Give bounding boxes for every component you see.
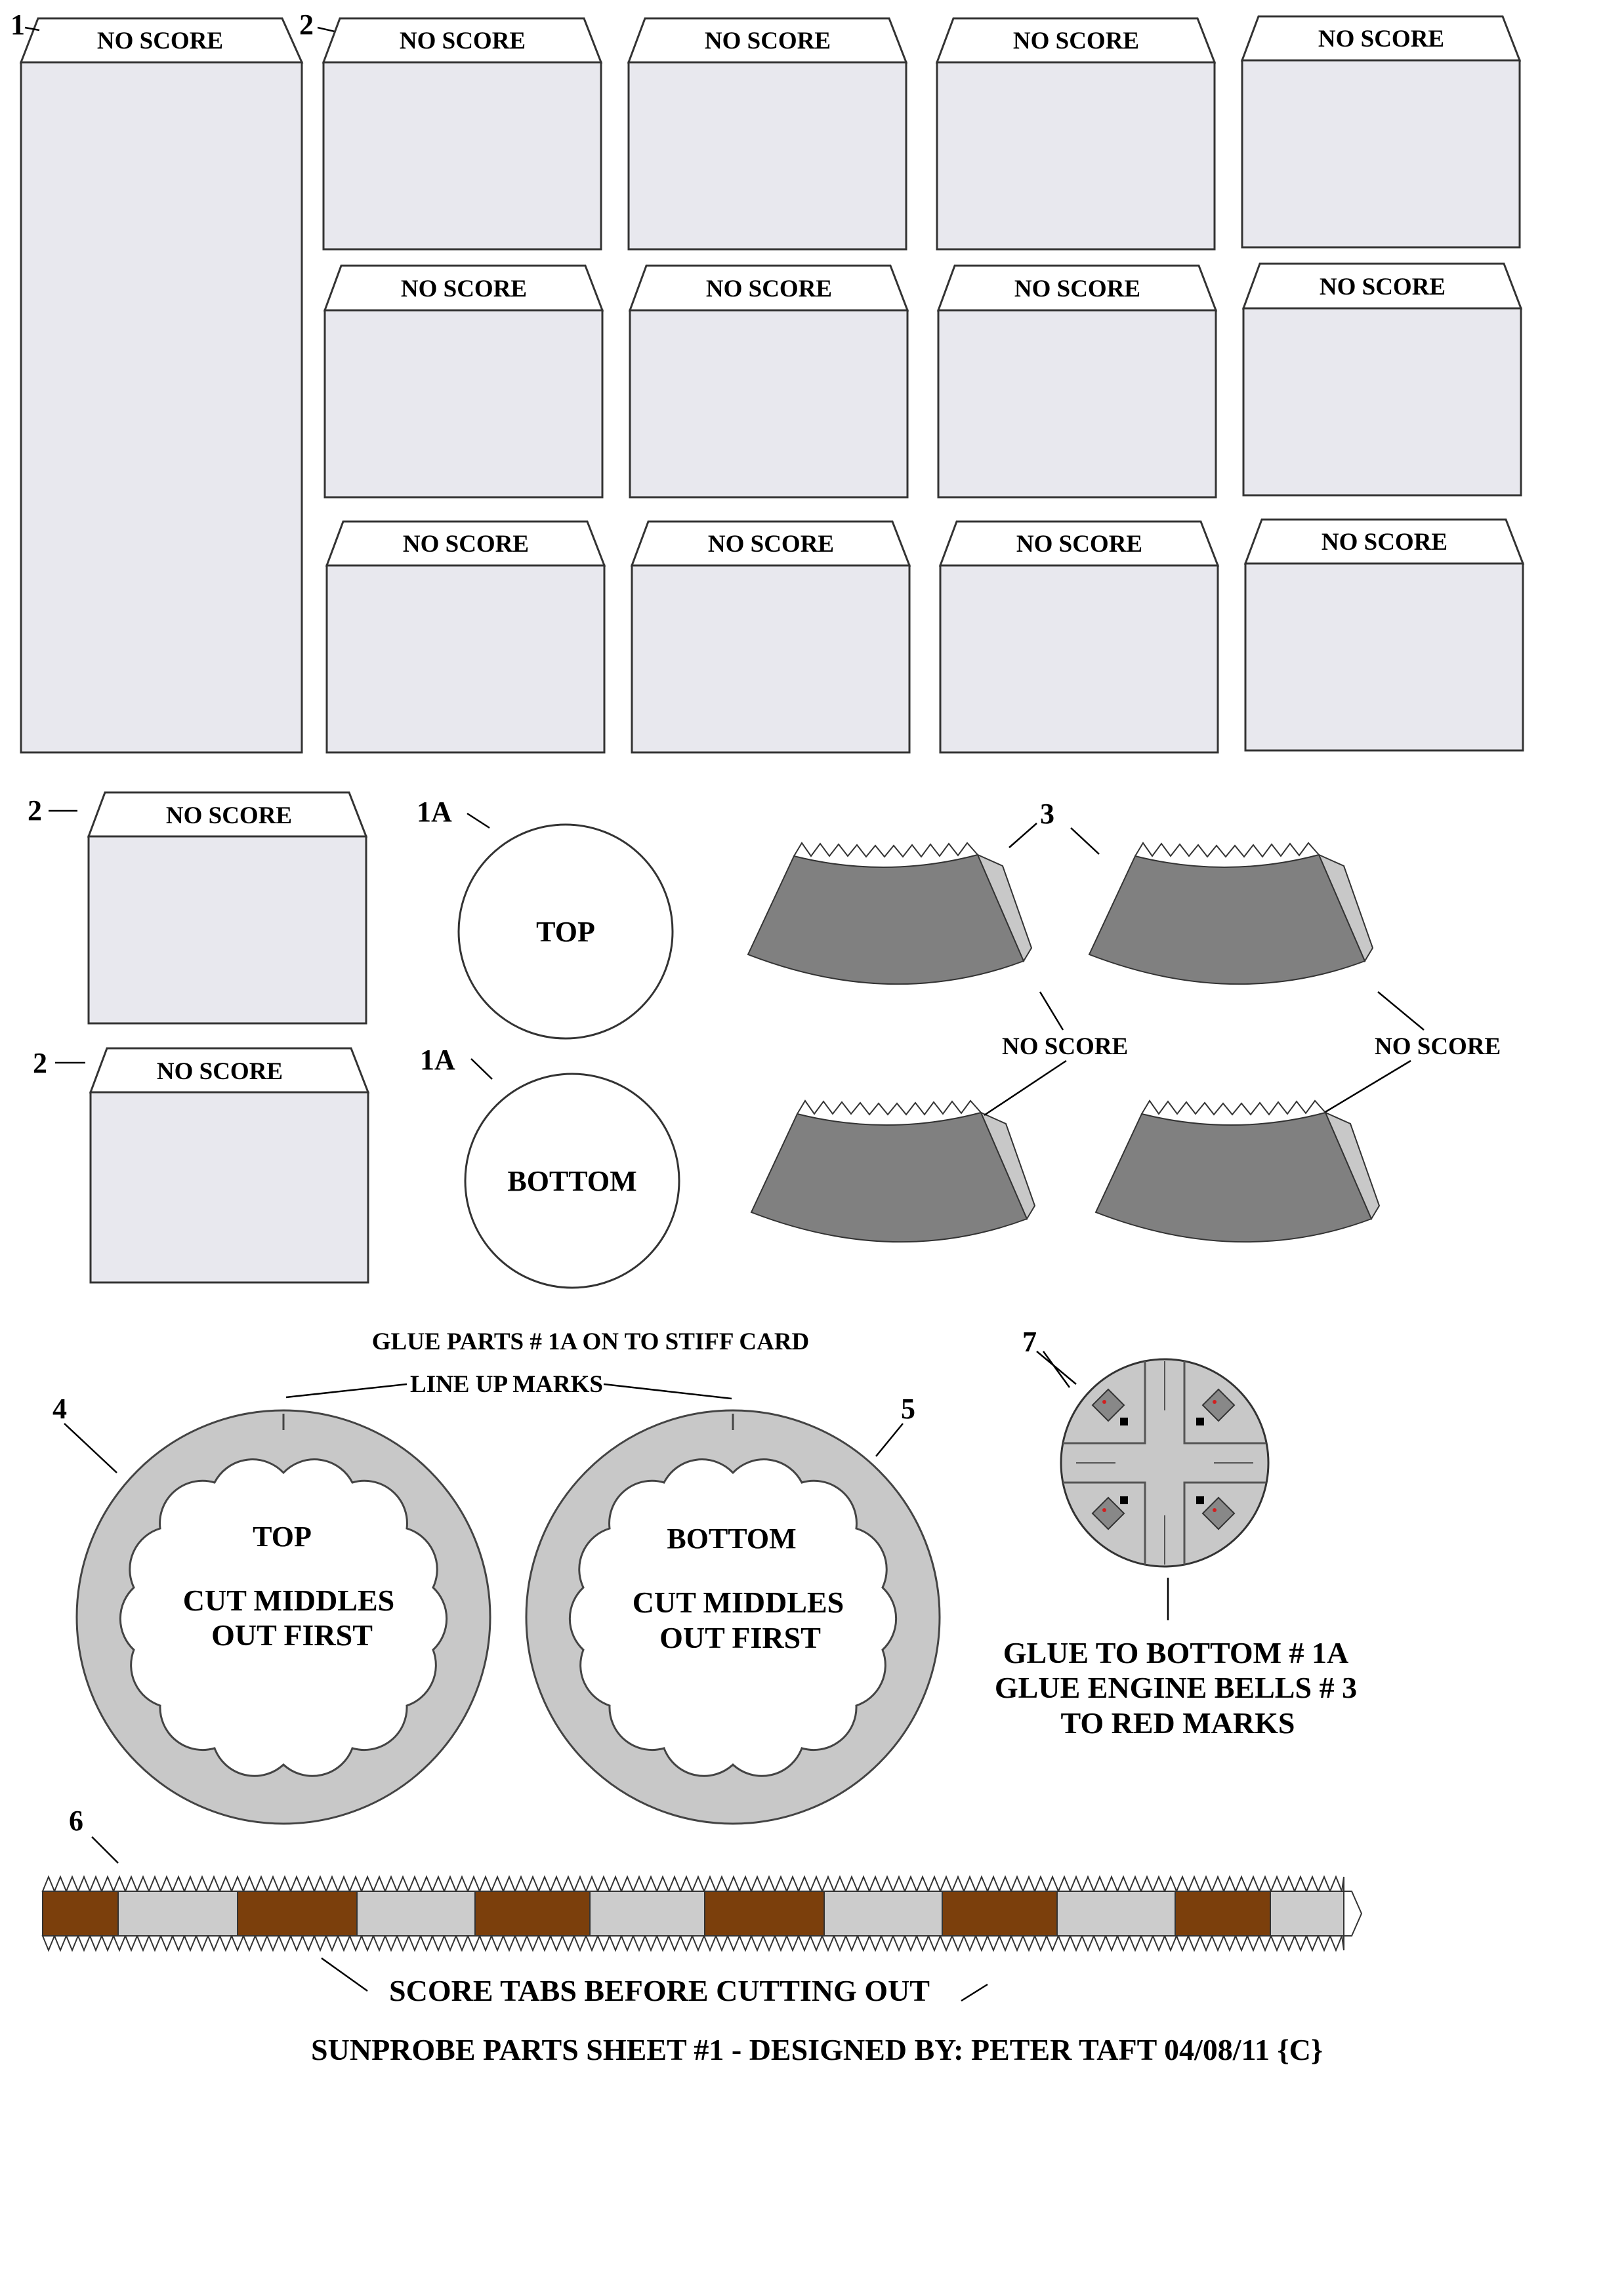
panel-no-score-label: NO SCORE [704,28,831,54]
engine-bell-4 [1096,1101,1379,1242]
line-up-leader-left [286,1384,407,1397]
glue-note: GLUE PARTS # 1A ON TO STIFF CARD [371,1328,810,1355]
strip-leader [92,1837,118,1863]
ring-5-number: 5 [901,1393,915,1425]
panel-no-score-label: NO SCORE [705,276,833,302]
panel-r2-c4 [1243,264,1521,495]
bell-no-score-right-leader-down [1325,1061,1411,1112]
red-mark [1102,1508,1106,1512]
disc-top-label: TOP [536,916,595,948]
extra-panel-no-score-label: NO SCORE [156,1058,283,1085]
ring-5-leader [876,1424,903,1456]
ring-bottom-line1: CUT MIDDLES [632,1586,844,1619]
bell-no-score-left-leader-down [984,1061,1066,1115]
panel-r3-c3 [940,522,1218,752]
disc-1a-top [459,825,673,1038]
engine-plate-note-2: GLUE ENGINE BELLS # 3 [994,1671,1358,1704]
panel-r1-c1 [323,18,601,249]
panel-r3-c2 [632,522,909,752]
strip-number: 6 [69,1805,83,1837]
panel-no-score-label: NO SCORE [1319,274,1446,300]
panel-no-score-label: NO SCORE [402,531,530,558]
panel-no-score-label: NO SCORE [1012,28,1140,54]
panel-r1-c3 [937,18,1215,249]
bell-no-score-left-leader-up [1040,992,1063,1030]
extra-panel-2 [91,1048,368,1282]
line-up-leader-right [604,1384,732,1399]
red-mark [1213,1400,1217,1404]
ring-bottom-line2: OUT FIRST [659,1621,821,1654]
panel-no-score-label: NO SCORE [1318,26,1445,52]
ring-top-line2: OUT FIRST [211,1618,373,1652]
ring-4-number: 4 [52,1393,67,1425]
engine-bell-1 [748,843,1031,984]
disc-top-leader [467,813,489,828]
panel-no-score-label: NO SCORE [1014,276,1141,302]
extra-panel-no-score-label: NO SCORE [165,802,293,829]
strip-note: SCORE TABS BEFORE CUTTING OUT [389,1974,930,2007]
part-1-no-score-label: NO SCORE [96,28,224,54]
extra-panel-1 [89,792,366,1023]
ring-5-bottom [526,1410,940,1824]
disc-1a-bottom [465,1074,679,1288]
panel-r3-c1 [327,522,604,752]
strip-part-6 [43,1877,1362,1950]
panel-no-score-label: NO SCORE [399,28,526,54]
disc-bottom-number: 1A [420,1044,455,1076]
extra-panel-2-number: 2 [33,1047,47,1079]
panel-r2-c2 [630,266,907,497]
disc-bottom-label: BOTTOM [507,1165,637,1197]
panel-no-score-label: NO SCORE [1321,529,1448,556]
engine-bell-3 [751,1101,1035,1242]
engine-plate-note-3: TO RED MARKS [1060,1706,1295,1740]
engine-bell-2 [1089,843,1373,984]
ring-4-top [77,1410,490,1824]
bell-no-score-right-leader-up [1378,992,1424,1030]
panel-no-score-label: NO SCORE [707,531,835,558]
engine-plate-leader [1037,1351,1076,1387]
engine-plate-note-1: GLUE TO BOTTOM # 1A [1003,1636,1349,1670]
part-2-leader [318,28,335,31]
bell-no-score-right: NO SCORE [1375,1033,1501,1060]
disc-top-number: 1A [417,796,452,828]
part-1-panel [21,18,302,752]
red-mark [1102,1400,1106,1404]
panel-r3-c4 [1245,520,1523,750]
panel-r1-c2 [629,18,906,249]
panel-r2-c1 [325,266,602,497]
part-1-number: 1 [10,9,25,41]
sheet-title: SUNPROBE PARTS SHEET #1 - DESIGNED BY: PETER TAFT 04/08/11 {C} [311,2033,1323,2066]
line-up-note: LINE UP MARKS [410,1371,603,1398]
extra-panel-1-number: 2 [28,794,42,827]
bell-number: 3 [1040,798,1054,830]
strip-note-leader-right [961,1984,988,2001]
bell-leader-left [1009,823,1037,848]
ring-top-line1: CUT MIDDLES [182,1584,395,1617]
ring-4-leader [64,1424,117,1473]
red-mark [1213,1508,1217,1512]
panel-no-score-label: NO SCORE [1016,531,1143,558]
panel-r1-c4 [1242,16,1520,247]
disc-bottom-leader [471,1059,492,1079]
bell-leader-right [1071,828,1099,854]
strip-note-leader-left [322,1958,367,1991]
bell-no-score-left: NO SCORE [1002,1033,1129,1060]
panel-r2-c3 [938,266,1216,497]
panel-no-score-label: NO SCORE [400,276,528,302]
ring-bottom-label: BOTTOM [667,1523,797,1555]
part-2-number: 2 [299,9,314,41]
engine-plate-number: 7 [1022,1326,1037,1358]
panel-grid [323,16,1523,752]
engine-plate-7 [1061,1359,1268,1567]
ring-top-label: TOP [253,1521,312,1553]
